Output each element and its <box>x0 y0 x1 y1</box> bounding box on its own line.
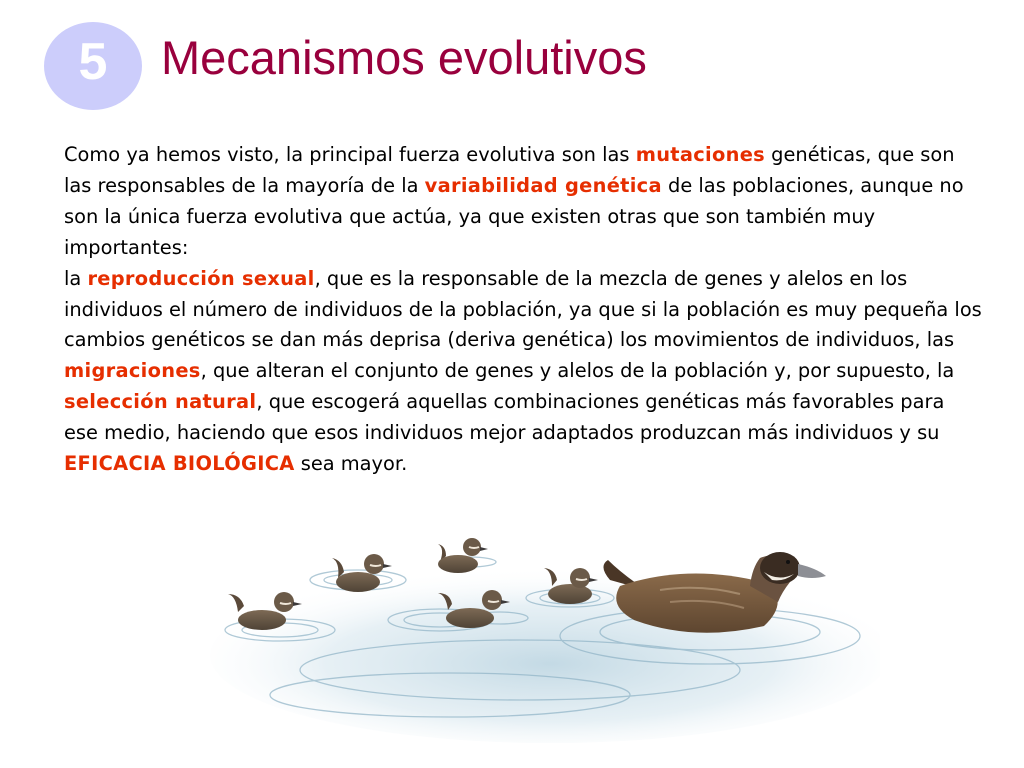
intro-text-1: Como ya hemos visto, la principal fuerza evolutiva son las <box>64 143 636 166</box>
highlight-migraciones: migraciones <box>64 359 201 383</box>
body-text-2: , que es la responsable de la mezcla de genes y alelos en los individuos el número de individuos de la población, ya que si la población es muy pequeña los cambios genéticos se dan más deprisa (deriva genética) los movimientos de individuos, las <box>64 266 982 352</box>
highlight-mutaciones: mutaciones <box>635 143 766 166</box>
slide-number-badge <box>44 22 142 110</box>
highlight-seleccion-natural: selección natural <box>64 390 257 414</box>
highlight-variabilidad-genetica: variabilidad genética <box>424 173 662 197</box>
body-text-5: sea mayor. <box>294 452 408 476</box>
slide-body-text <box>64 140 984 480</box>
duckling-1 <box>438 538 488 573</box>
highlight-reproduccion-sexual: reproducción sexual <box>87 266 315 290</box>
highlight-eficacia-biologica: EFICACIA BIOLÓGICA <box>64 452 295 476</box>
body-text-4: , que escogerá aquellas combinaciones genéticas más favorables para ese medio, haciendo que esos individuos mejor adaptados produzcan más individuos y su <box>64 390 945 445</box>
body-text-1: la <box>64 266 88 290</box>
intro-text-2: genéticas, que son las responsables de la mayoría de la <box>64 143 955 197</box>
body-text-3: , que alteran el conjunto de genes y alelos de la población y, por supuesto, la <box>200 359 955 383</box>
slide-title: Mecanismos evolutivos <box>161 31 647 84</box>
intro-text-3: de las poblaciones, aunque no son la única fuerza evolutiva que actúa, ya que existen otras que son también muy importantes: <box>64 173 964 259</box>
ducks-illustration <box>190 520 880 750</box>
slide-number: 5 <box>78 33 108 91</box>
